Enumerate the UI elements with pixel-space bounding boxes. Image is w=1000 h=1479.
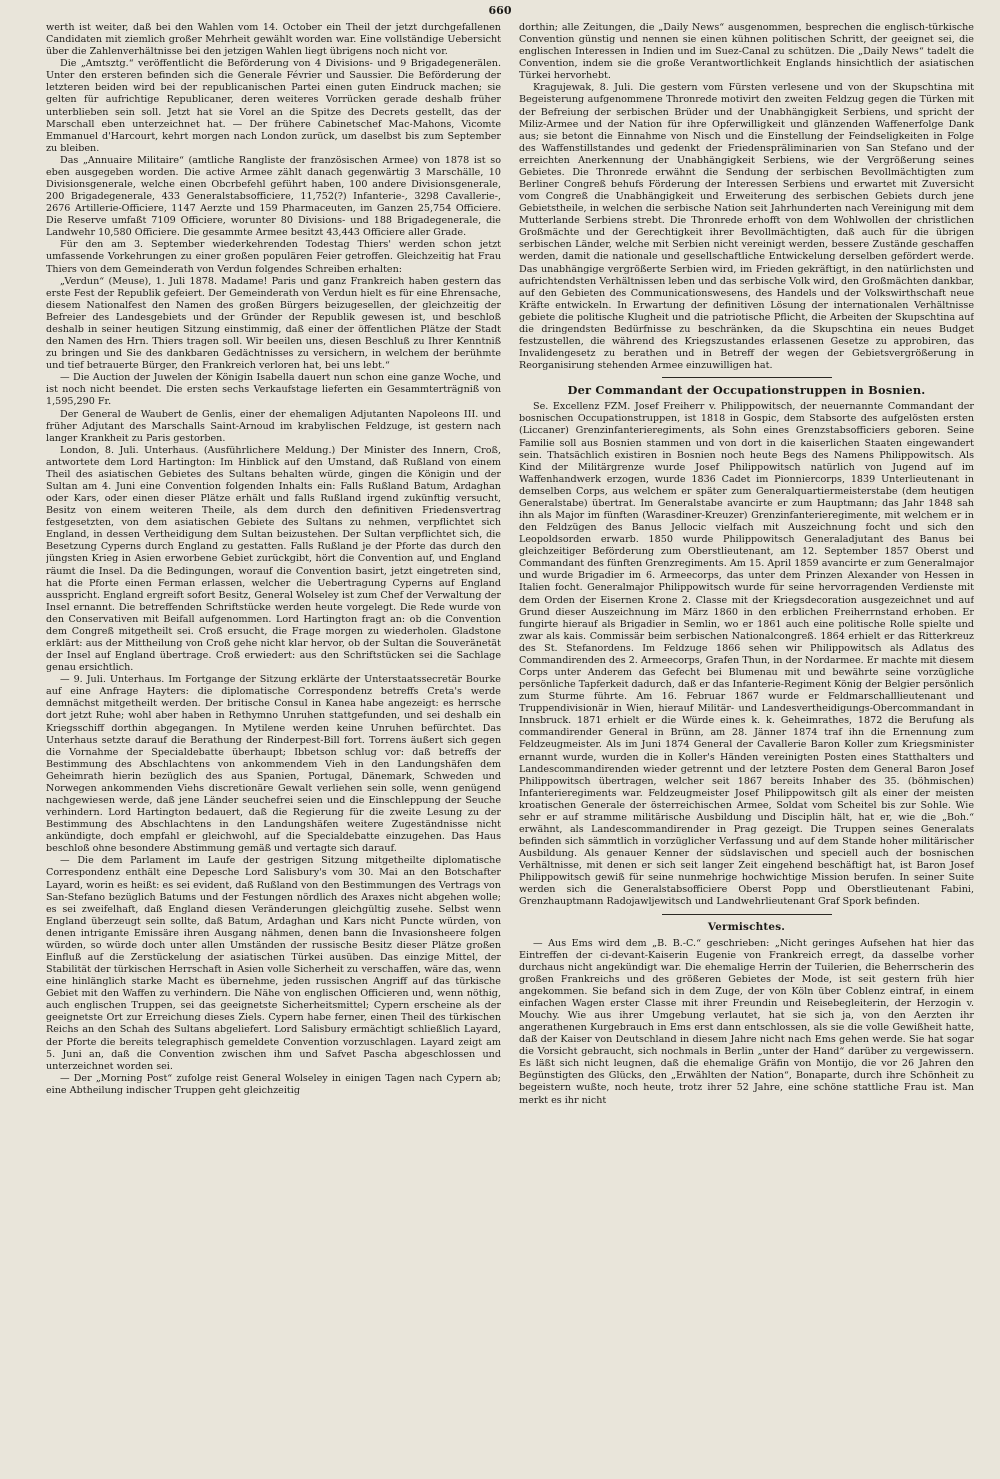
right-column	[519, 22, 974, 1470]
article-paragraph: Für den am 3. September wiederkehrenden Todestag Thiers' werden schon jetzt umfassende Vorkehrungen zu einer großen populären Feier getroffen. Gleichzeitig hat Frau Thiers von dem Gemeinderath von Verdun folgendes Schreiben erhalten:	[46, 239, 501, 275]
left-column	[46, 22, 501, 1470]
article-paragraph: Die „Amtsztg.“ veröffentlicht die Beförderung von 4 Divisions- und 9 Brigadegenerälen. Unter den ersteren befinden sich die Generale Février und Saussier. Die Beförderung der letzteren beiden wird bei der republicanischen Partei einen guten Eindruck machen; sie gelten für aufrichtige Republicaner, deren weiteres Vorrücken gerade deshalb früher unterblieben sein soll. Jetzt hat sie Vorel an die Spitze des Decrets gestellt, das der Marschall eben unterzeichnet hat. — Der frühere Cabinetschef Mac-Mahons, Vicomte Emmanuel d'Harcourt, kehrt morgen nach London zurück, um daselbst bis zum September zu bleiben.	[46, 58, 501, 154]
article-paragraph: Der General de Waubert de Genlis, einer der ehemaligen Adjutanten Napoleons III. und früher Adjutant des Marschalls Saint-Arnoud im krabylischen Feldzuge, ist gestern nach langer Krankheit zu Paris gestorben.	[46, 408, 501, 444]
section-heading: Der Commandant der Occupationstruppen in Bosnien.	[567, 383, 926, 398]
article-paragraph: — Die dem Parlament im Laufe der gestrigen Sitzung mitgetheilte diplomatische Correspondenz enthält eine Depesche Lord Salisbury's vom 30. Mai an den Botschafter Layard, worin es heißt: es sei evident, daß Rußland von den Bestimmungen des Vertrags von San-Stefano bezüglich Batums und der Festungen nördlich des Araxes nicht abgehen wolle; es sei zweifelhaft, daß England diesen Veränderungen gleichgültig zusehe. Selbst wenn England überzeugt sein sollte, daß Batum, Ardaghan und Kars nicht Puncte würden, von denen intrigante Emissäre ihren Ausgang nähmen, denen bann die Invasionsheere folgen würden, so würde doch unter allen Umständen der russische Besitz dieser Plätze großen Einfluß auf die Zerstückelung der asiatischen Türkei ausüben. Das einzige Mittel, der Stabilität der türkischen Herrschaft in Asien volle Sicherheit zu verschaffen, wäre das, wenn eine hinlänglich starke Macht es übernehme, jeden russischen Angriff auf das türkische Gebiet mit den Waffen zu verhindern. Die Nähe von englischen Officieren und, wenn nöthig, auch englischen Truppen, sei das geeignetste Sicherheitsmittel; Cypern erscheine als der geeignetste Ort zur Erreichung dieses Ziels. Cypern habe ferner, einen Theil des türkischen Reichs an den Schah des Sultans abgeliefert. Lord Salisbury ermächtigt schließlich Layard, der Pforte die bereits telegraphisch gemeldete Convention vorzuschlagen. Layard zeigt am 5. Juni an, daß die Convention zwischen ihm und Safvet Pascha abgeschlossen und unterzeichnet worden sei.	[46, 855, 501, 1072]
article-paragraph: werth ist weiter, daß bei den Wahlen vom 14. October ein Theil der jetzt durchgefallenen Candidaten mit ziemlich großer Mehrheit gewählt worden war. Eine vollständige Uebersicht über die Zahlenverhältnisse bei den jetzigen Wahlen liegt übrigens noch nicht vor.	[46, 22, 501, 58]
article-paragraph: — 9. Juli. Unterhaus. Im Fortgange der Sitzung erklärte der Unterstaatssecretär Bourke auf eine Anfrage Hayters: die diplomatische Correspondenz betreffs Creta's werde demnächst mitgetheilt werden. Der britische Consul in Kanea habe angezeigt: es herrsche dort jetzt Ruhe; wohl aber haben in Rethymno Unruhen stattgefunden, und sei deshalb ein Kriegsschiff dorthin abgegangen. In Mytilene werden keine Unruhen befürchtet. Das Unterhaus setzte darauf die Berathung der Rinderpest-Bill fort. Torrens äußert sich gegen die Vornahme der Specialdebatte überhaupt; Ibbetson schlug vor: daß betreffs der Bestimmung des Abschlachtens von ankommendem Vieh in den Landungshäfen dem Geheimrath hierin bezüglich des aus Spanien, Portugal, Dänemark, Schweden und Norwegen ankommenden Viehs discretionäre Gewalt verliehen sein solle, wenn genügend nachgewiesen werde, daß jene Länder seuchefrei seien und die Einschleppung der Seuche verhindern. Lord Hartington bedauert, daß die Regierung für die zweite Lesung zu der Bestimmung des Abschlachtens in den Landungshäfen weitere Zugeständnisse nicht ankündigte, doch empfahl er gleichwohl, auf die Specialdebatte einzugehen. Das Haus beschloß ohne besondere Abstimmung gemäß und vertagte sich darauf.	[46, 674, 501, 855]
text-columns	[46, 22, 974, 1470]
section-divider	[662, 914, 832, 915]
article-paragraph: London, 8. Juli. Unterhaus. (Ausführlichere Meldung.) Der Minister des Innern, Croß, antwortete dem Lord Hartington: Im Hinblick auf den Umstand, daß Rußland von einem Theil des asiatischen Gebietes des Sultans behalten würde, gingen die Königin und der Sultan am 4. Juni eine Convention folgenden Inhalts ein: Falls Rußland Batum, Ardaghan oder Kars, oder einen dieser Plätze erhält und falls Rußland irgend zukünftig versucht, Besitz von einem weiteren Theile, als dem durch den definitiven Friedensvertrag festgesetzten, von dem asiatischen Gebiete des Sultans zu nehmen, verpflichtet sich England, in dessen Vertheidigung dem Sultan beizustehen. Der Sultan verpflichtet sich, die Besetzung Cyperns durch England zu gestatten. Falls Rußland je der Pforte das durch den jüngsten Krieg in Asien erworbene Gebiet zurückgibt, hört die Convention auf, und England räumt die Insel. Da die Bedingungen, worauf die Convention basirt, jetzt eingetreten sind, hat die Pforte einen Ferman erlassen, welcher die Uebertragung Cyperns auf England ausspricht. England ergreift sofort Besitz, General Wolseley ist zum Chef der Verwaltung der Insel ernannt. Die betreffenden Schriftstücke werden heute vorgelegt. Die Rede wurde von den Conservativen mit Beifall aufgenommen. Lord Hartington fragt an: ob die Convention dem Congreß mitgetheilt sei. Croß ersucht, die Frage morgen zu wiederholen. Gladstone erklärt: aus der Mittheilung von Croß gehe nicht klar hervor, ob der Sultan die Souveränetät der Insel auf England übertrage. Croß erwiedert: aus den Schriftstücken sei die Sachlage genau ersichtlich.	[46, 444, 501, 674]
article-paragraph: — Aus Ems wird dem „B. B.-C.“ geschrieben: „Nicht geringes Aufsehen hat hier das Eintreffen der ci-devant-Kaiserin Eugenie von Frankreich erregt, da dasselbe vorher durchaus nicht angekündigt war. Die ehemalige Herrin der Tuilerien, die Beherrscherin des großen Frankreichs und des größeren Gebietes der Mode, ist seit gestern früh hier angekommen. Sie befand sich in dem Zuge, der von Köln über Coblenz eintraf, in einem einfachen Wagen erster Classe mit ihrer Freundin und Reisebegleiterin, der Herzogin v. Mouchy. Wie aus ihrer Umgebung verlautet, hat sie sich ja, von den Aerzten ihr angerathenen Kurgebrauch in Ems erst dann entschlossen, als sie die volle Gewißheit hatte, daß der Kaiser von Deutschland in diesem Jahre nicht nach Ems gehen werde. Sie hat sogar die Vorsicht gebraucht, sich nochmals in Berlin „unter der Hand“ darüber zu vergewissern. Es läßt sich nicht leugnen, daß die ehemalige Gräfin von Montijo, die vor 26 Jahren den Begünstigten des Glücks, den „Erwählten der Nation“, Bonaparte, durch ihre Schönheit zu begeistern wußte, noch heute, trotz ihrer 52 Jahre, eine schöne stattliche Frau ist. Man merkt es ihr nicht	[519, 937, 974, 1106]
article-paragraph: Kragujewak, 8. Juli. Die gestern vom Fürsten verlesene und von der Skupschtina mit Begeisterung aufgenommene Thronrede motivirt den zweiten Feldzug gegen die Türken mit der Befreiung der serbischen Brüder und der Unabhängigkeit Serbiens, und spricht der Miliz-Armee und der Nation für ihre Opferwilligkeit und glänzenden Waffenerfolge Dank aus; sie betont die Einnahme von Nisch und die Einstellung der Feindseligkeiten in Folge des Waffenstillstandes und gedenkt der Friedenspräliminarien von San Stefano und der erreichten Anerkennung der Unabhängigkeit Serbiens, wie der Vergrößerung seines Gebietes. Die Thronrede erwähnt die Sendung der serbischen Bevollmächtigten zum Berliner Congreß behufs Förderung der Interessen Serbiens und erwartet mit Zuversicht vom Congreß die Unabhängigkeit und Erweiterung des serbischen Gebiets durch jene Gebietstheile, in welchen die serbische Nation seit Jahrhunderten nach Vereinigung mit dem Mutterlande Serbiens strebt. Die Thronrede erhofft von dem Wohlwollen der christlichen Großmächte und der Gerechtigkeit ihrer Bevollmächtigten, daß auch für die übrigen serbischen Länder, welche mit Serbien nicht vereinigt werden, bessere Zustände geschaffen werden, damit die nationale und gesellschaftliche Entwickelung derselben gefördert werde. Das unabhängige vergrößerte Serbien wird, im Frieden gekräftigt, in den natürlichsten und aufrichtendsten Verhältnissen leben und das serbische Volk wird, den Großmächten dankbar, auf den Gebieten des Communicationswesens, des Handels und der Volkswirthschaft neue Kräfte entwickeln. In Erwartung der definitiven Lösung der internationalen Verhältnisse gebiete die politische Klugheit und die patriotische Pflicht, die Arbeiten der Skupschtina auf die dringendsten Bedürfnisse zu beschränken, da die Skupschtina ein neues Budget festzustellen, die während des Kriegszustandes erlassenen Gesetze zu approbiren, das Invalidengesetz zu berathen und in Betreff der wegen der Gebietsvergrößerung in Reorganisirung stehenden Armee einzuwilligen hat.	[519, 82, 974, 372]
article-paragraph: „Verdun“ (Meuse), 1. Juli 1878. Madame! Paris und ganz Frankreich haben gestern das erste Fest der Republik gefeiert. Der Gemeinderath von Verdun hielt es für eine Ehrensache, diesem Nationalfest den Namen des großen Bürgers beizugesellen, der gleichzeitig der Befreier des Landesgebiets und der Gründer der Republik gewesen ist, und beschloß deshalb in seiner heutigen Sitzung einstimmig, daß einer der öffentlichen Plätze der Stadt den Namen des Hrn. Thiers tragen soll. Wir beeilen uns, diesen Beschluß zu Ihrer Kenntniß zu bringen und Sie des dankbaren Gedächtnisses zu versichern, in welchem der berühmte und tief betrauerte Bürger, den Frankreich verloren hat, bei uns lebt.“	[46, 275, 501, 372]
section-divider	[662, 377, 832, 378]
article-paragraph: Se. Excellenz FZM. Josef Freiherr v. Philippowitsch, der neuernannte Commandant der bosnischen Occupationstruppen, ist 1818 in Gospic, dem Stabsorte des aufgelösten ersten (Liccaner) Grenzinfanterieregiments, als Sohn eines Grenzstabsofficiers geboren. Seine Familie soll aus Bosnien stammen und von dort in die kaiserlichen Staaten eingewandert sein. Thatsächlich existiren in Bosnien noch heute Begs des Namens Philippowitsch. Als Kind der Militärgrenze wurde Josef Philippowitsch natürlich von Jugend auf im Waffenhandwerk erzogen, wurde 1836 Cadet im Pionniercorps, 1839 Unterlieutenant in demselben Corps, aus welchem er später zum Generalquartiermeisterstabe (dem heutigen Generalstabe) übertrat. Im Generalstabe avancirte er zum Hauptmann; das Jahr 1848 sah ihn als Major im fünften (Warasdiner-Kreuzer) Grenzinfanterieregimente, mit welchem er in den Feldzügen des Banus Jellocic vielfach mit Auszeichnung focht und sich den Leopoldsorden erwarb. 1850 wurde Philippowitsch Generaladjutant des Banus bei gleichzeitiger Beförderung zum Oberstlieutenant, am 12. September 1857 Oberst und Commandant des fünften Grenzregiments. Am 15. April 1859 avancirte er zum Generalmajor und wurde Brigadier im 6. Armeecorps, das unter dem Prinzen Alexander von Hessen in Italien focht. Generalmajor Philippowitsch wurde für seine hervorragenden Verdienste mit dem Orden der Eisernen Krone 2. Classe mit der Kriegsdecoration ausgezeichnet und auf Grund dieser Auszeichnung im März 1860 in den erblichen Freiherrnstand erhoben. Er fungirte hierauf als Brigadier in Semlin, wo er 1861 auch eine politische Rolle spielte und zwar als kais. Commissär beim serbischen Nationalcongreß. 1864 erhielt er das Ritterkreuz des St. Stefanordens. Im Feldzuge 1866 sehen wir Philippowitsch als Adlatus des Commandirenden des 2. Armeecorps, Grafen Thun, in der Nordarmee. Er machte mit diesem Corps unter Anderem das Gefecht bei Blumenau mit und bewährte seine vorzügliche persönliche Tapferkeit dadurch, daß er das Infanterie-Regiment König der Belgier persönlich zum Sturme führte. Am 16. Februar 1867 wurde er Feldmarschalllieutenant und Truppendivisionär in Wien, hierauf Militär- und Landesvertheidigungs-Obercommandant in Innsbruck. 1871 erhielt er die Würde eines k. k. Geheimrathes, 1872 die Berufung als commandirender General in Brünn, am 28. Jänner 1874 traf ihn die Ernennung zum Feldzeugmeister. Als im Juni 1874 General der Cavallerie Baron Koller zum Kriegsminister ernannt wurde, wurden die in Koller's Händen vereinigten Posten eines Statthalters und Landescommandirenden wieder getrennt und der letztere Posten dem General Baron Josef Philippowitsch übertragen, welcher seit 1867 bereits Inhaber des 35. (böhmischen) Infanterieregiments war. Feldzeugmeister Josef Philippowitsch gilt als einer der meisten kroatischen Generale der österreichischen Armee, Soldat vom Scheitel bis zur Sohle. Wie sehr er auf stramme militärische Ausbildung und Disciplin hält, hat er, wie die „Boh.“ erwähnt, als Landescommandirender in Prag gezeigt. Die Truppen seines Generalats befinden sich sämmtlich in vorzüglicher Verfassung und auf dem Stande hoher militärischer Ausbildung. Als genauer Kenner der südslavischen und speciell auch der bosnischen Verhältnisse, mit denen er sich seit langer Zeit eingehend beschäftigt hat, ist Baron Josef Philippowitsch gewiß für seine nunmehrige hochwichtige Mission berufen. In seiner Suite werden sich die Generalstabsofficiere Oberst Popp und Oberstlieutenant Fabini, Grenzhauptmann Radojawljewitsch und Landwehrlieutenant Graf Spork befinden.	[519, 401, 974, 908]
article-paragraph: dorthin; alle Zeitungen, die „Daily News“ ausgenommen, besprechen die englisch-türkische Convention günstig und nennen sie einen kühnen politischen Schritt, der geeignet sei, die englischen Interessen in Indien und im Suez-Canal zu schützen. Die „Daily News“ tadelt die Convention, indem sie die große Verantwortlichkeit Englands hinsichtlich der asiatischen Türkei hervorhebt.	[519, 22, 974, 82]
article-paragraph: — Die Auction der Juwelen der Königin Isabella dauert nun schon eine ganze Woche, und ist noch nicht beendet. Die ersten sechs Verkaufstage lieferten ein Gesammterträgniß von 1,595,290 Fr.	[46, 372, 501, 408]
page-number: 660	[488, 4, 512, 17]
article-paragraph: — Der „Morning Post“ zufolge reist General Wolseley in einigen Tagen nach Cypern ab; eine Abtheilung indischer Truppen geht gleichzeitig	[46, 1072, 501, 1096]
section-heading: Vermischtes.	[707, 920, 786, 933]
article-paragraph: Das „Annuaire Militaire“ (amtliche Rangliste der französischen Armee) von 1878 ist so eben ausgegeben worden. Die active Armee zählt danach gegenwärtig 3 Marschälle, 10 Divisionsgenerale, welche einen Obcrbefehl geführt haben, 100 andere Divisionsgenerale, 200 Brigadegenerale, 433 Generalstabsofficiere, 11,752(?) Infanterie-, 3298 Cavallerie-, 2676 Artillerie-Officiere, 1147 Aerzte und 159 Pharmaceuten, im Ganzen 25,754 Officiere. Die Reserve umfaßt 7109 Officiere, worunter 80 Divisions- und 188 Brigadegenerale, die Landwehr 10,580 Officiere. Die gesammte Armee besitzt 43,443 Officiere aller Grade.	[46, 154, 501, 239]
